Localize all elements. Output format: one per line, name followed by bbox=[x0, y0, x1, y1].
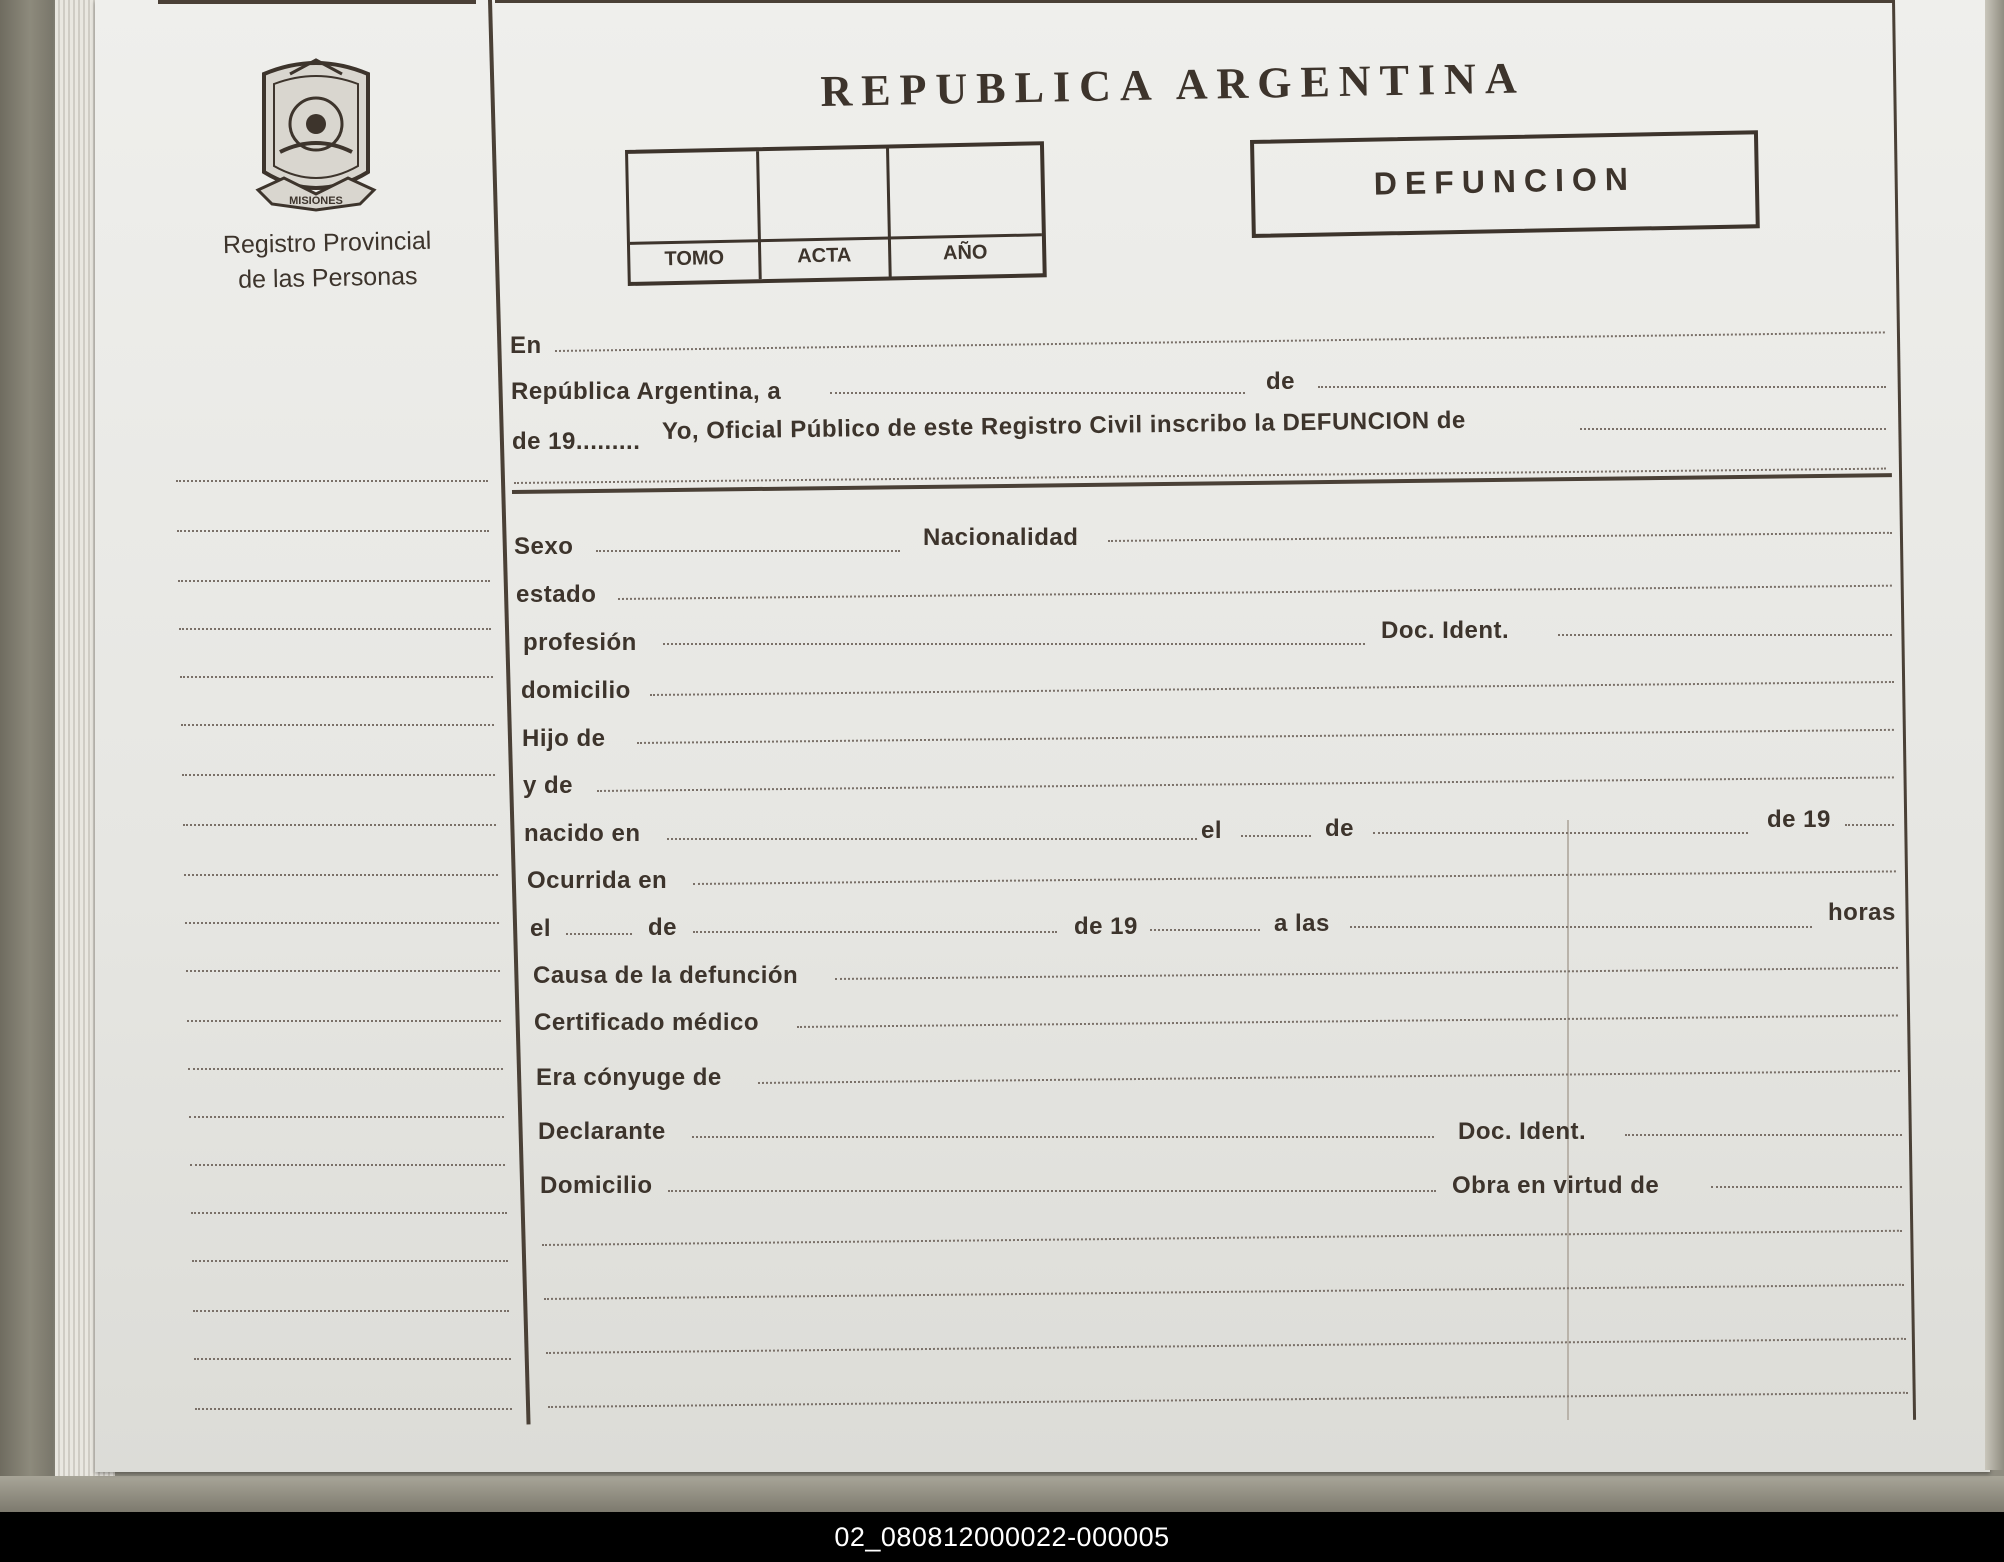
label-causa: Causa de la defunción bbox=[533, 962, 799, 989]
label-obra-en-virtud: Obra en virtud de bbox=[1452, 1172, 1660, 1199]
margin-line[interactable] bbox=[187, 1020, 501, 1022]
registry-line-1: Registro Provincial bbox=[222, 226, 432, 260]
country-title: REPUBLICA ARGENTINA bbox=[820, 53, 1527, 116]
field-birth-day[interactable] bbox=[1241, 835, 1311, 837]
field-nacido-en[interactable] bbox=[667, 838, 1197, 840]
label-nacido-en: nacido en bbox=[524, 820, 641, 847]
margin-line[interactable] bbox=[193, 1310, 509, 1312]
record-type-box bbox=[1250, 130, 1760, 238]
tomo-acta-ano-grid bbox=[625, 141, 1047, 286]
label-yo-oficial: Yo, Oficial Público de este Registro Civil inscribo la DEFUNCION de bbox=[661, 406, 1466, 445]
label-el-birth: el bbox=[1201, 817, 1223, 844]
field-death-day[interactable] bbox=[566, 933, 632, 935]
label-horas: horas bbox=[1828, 899, 1896, 926]
image-id-caption: 02_080812000022-000005 bbox=[834, 1522, 1170, 1552]
field-death-month[interactable] bbox=[693, 931, 1057, 933]
margin-line[interactable] bbox=[192, 1260, 508, 1262]
field-sexo[interactable] bbox=[596, 550, 900, 552]
field-birth-month[interactable] bbox=[1373, 832, 1748, 834]
field-hour[interactable] bbox=[1350, 926, 1812, 928]
field-doc-ident[interactable] bbox=[1558, 634, 1892, 636]
field-birth-year[interactable] bbox=[1845, 824, 1894, 826]
label-el-death: el bbox=[530, 915, 552, 942]
field-obra-en-virtud[interactable] bbox=[1711, 1186, 1902, 1188]
label-profesion: profesión bbox=[523, 629, 637, 656]
label-doc-ident-declarante: Doc. Ident. bbox=[1458, 1118, 1587, 1145]
label-conyuge: Era cónyuge de bbox=[536, 1064, 722, 1091]
label-de-19-birth: de 19 bbox=[1767, 806, 1831, 833]
label-hijo-de: Hijo de bbox=[522, 725, 606, 752]
field-day[interactable] bbox=[830, 392, 1245, 394]
margin-line[interactable] bbox=[180, 676, 493, 678]
svg-text:MISIONES: MISIONES bbox=[289, 195, 343, 207]
margin-line[interactable] bbox=[185, 922, 499, 924]
label-de-19: de 19......... bbox=[512, 428, 641, 455]
provincial-seal-icon bbox=[250, 54, 382, 216]
label-de-death: de bbox=[648, 914, 678, 941]
margin-line[interactable] bbox=[179, 628, 491, 630]
label-tomo: TOMO bbox=[664, 246, 725, 271]
label-domicilio-declarante: Domicilio bbox=[540, 1172, 653, 1199]
field-profesion[interactable] bbox=[663, 643, 1365, 645]
record-type-label: DEFUNCION bbox=[1373, 160, 1637, 202]
margin-line[interactable] bbox=[191, 1212, 507, 1214]
label-certificado: Certificado médico bbox=[534, 1009, 760, 1036]
field-deceased-name[interactable] bbox=[1580, 428, 1886, 430]
label-republica: República Argentina, a bbox=[511, 378, 782, 405]
label-nacionalidad: Nacionalidad bbox=[923, 524, 1079, 551]
field-doc-ident-declarante[interactable] bbox=[1625, 1134, 1902, 1136]
label-declarante: Declarante bbox=[538, 1118, 666, 1145]
label-en: En bbox=[510, 332, 542, 359]
field-declarante[interactable] bbox=[692, 1136, 1434, 1138]
label-doc-ident: Doc. Ident. bbox=[1381, 617, 1510, 644]
field-month[interactable] bbox=[1318, 386, 1886, 388]
field-death-year[interactable] bbox=[1150, 929, 1260, 931]
label-sexo: Sexo bbox=[514, 533, 574, 560]
book-cover-bottom bbox=[0, 1476, 2004, 1512]
label-ocurrida-en: Ocurrida en bbox=[527, 867, 668, 894]
registry-line-2: de las Personas bbox=[237, 262, 418, 294]
margin-line[interactable] bbox=[195, 1408, 512, 1410]
margin-line[interactable] bbox=[181, 724, 494, 726]
margin-line[interactable] bbox=[186, 970, 500, 972]
label-estado: estado bbox=[516, 581, 597, 608]
label-ano: AÑO bbox=[942, 241, 988, 265]
label-y-de: y de bbox=[523, 772, 574, 799]
registry-name bbox=[194, 223, 460, 299]
margin-line[interactable] bbox=[188, 1068, 503, 1070]
label-de-month: de bbox=[1266, 368, 1296, 395]
margin-line[interactable] bbox=[183, 824, 496, 826]
margin-line[interactable] bbox=[176, 480, 488, 482]
margin-line[interactable] bbox=[178, 580, 490, 582]
margin-line[interactable] bbox=[182, 774, 495, 776]
label-a-las: a las bbox=[1274, 910, 1330, 937]
label-de-19-death: de 19 bbox=[1074, 913, 1138, 940]
label-de-birth: de bbox=[1325, 815, 1355, 842]
book-right-edge bbox=[1985, 0, 2004, 1470]
margin-line[interactable] bbox=[190, 1164, 505, 1166]
margin-line[interactable] bbox=[184, 874, 498, 876]
margin-line[interactable] bbox=[177, 530, 489, 532]
margin-line[interactable] bbox=[189, 1116, 504, 1118]
label-acta: ACTA bbox=[797, 244, 852, 268]
label-domicilio: domicilio bbox=[521, 677, 631, 704]
margin-line[interactable] bbox=[194, 1358, 511, 1360]
top-rule-right bbox=[495, 0, 1895, 3]
field-domicilio-declarante[interactable] bbox=[668, 1190, 1436, 1192]
top-rule-left bbox=[158, 0, 476, 4]
